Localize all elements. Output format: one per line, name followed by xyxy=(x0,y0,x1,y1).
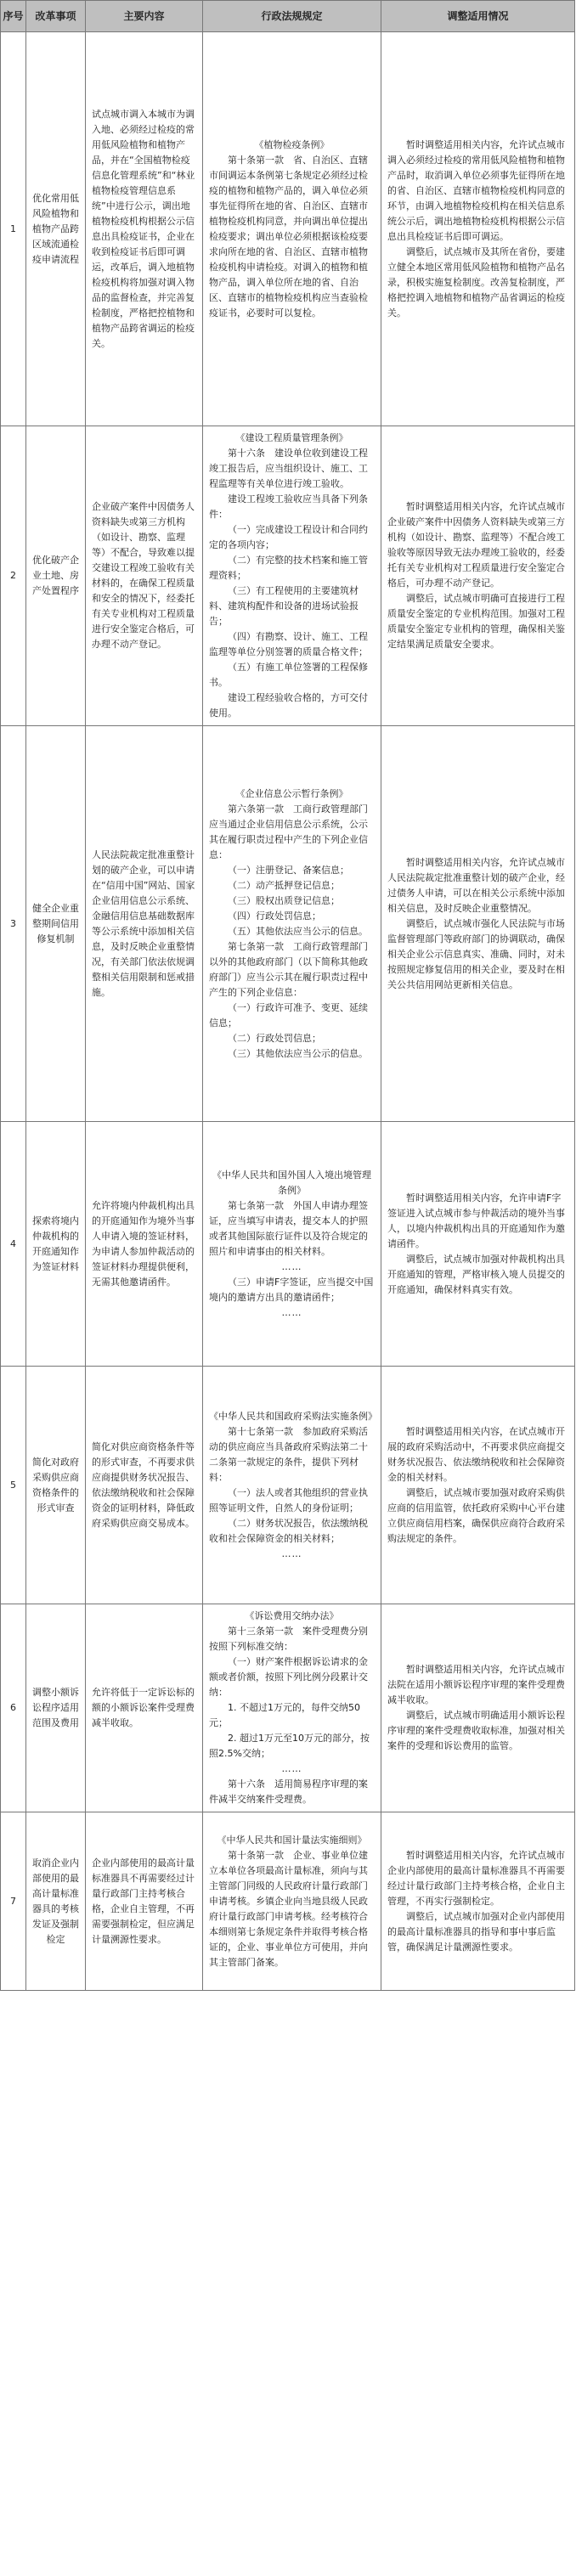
law-paragraph: （三）申请F字签证，应当提交中国境内的邀请方出具的邀请函件； xyxy=(209,1276,374,1303)
adjustment-paragraph: 暂时调整适用相关内容，允许试点城市企业破产案件中因债务人资料缺失或第三方机构（如设计、勘察、监理等）不配合竣工验收等原因导致无法办理竣工验收的，经委托有关专业机构对工程质量进行安全鉴定合格后，可办理不动产登记。 xyxy=(387,501,565,589)
reform-item: 优化破产企业土地、房产处置程序 xyxy=(26,426,86,726)
table-row xyxy=(1,426,575,726)
adjustment-paragraph: 暂时调整适用相关内容，允许试点城市法院在适用小额诉讼程序审理的案件受理费减半收取。 xyxy=(387,1664,565,1705)
adjustment-paragraph: 调整后，试点城市加强对企业内部使用的最高计量标准器具的指导和事中事后监管，确保满足计量溯源性要求。 xyxy=(387,1910,565,1953)
row-number: 5 xyxy=(1,1367,26,1604)
adjustment-status xyxy=(381,32,575,426)
reform-item: 优化常用低风险植物和植物产品跨区域流通检疫申请流程 xyxy=(26,32,86,426)
main-content: 允许将低于一定诉讼标的额的小额诉讼案件受理费减半收取。 xyxy=(86,1604,203,1812)
reform-item: 简化对政府采购供应商资格条件的形式审查 xyxy=(26,1367,86,1604)
adjustment-status xyxy=(381,426,575,726)
row-number: 3 xyxy=(1,726,26,1122)
law-paragraph: （一）完成建设工程设计和合同约定的各项内容； xyxy=(209,524,368,550)
law-title: 《中华人民共和国外国人入境出境管理条例》 xyxy=(212,1169,371,1196)
law-paragraph: 1. 不超过1万元的，每件交纳50元； xyxy=(209,1702,360,1728)
law-paragraph: 第十七条第一款 参加政府采购活动的供应商应当具备政府采购法第二十二条第一款规定的条件，提供下列材料： xyxy=(209,1425,368,1483)
table-row xyxy=(1,1367,575,1604)
adjustment-paragraph: 调整后，试点城市明确可直接进行工程质量安全鉴定的专业机构范围。加强对工程质量安全鉴定专业机构的管理，确保相关鉴定结果满足质量安全要求。 xyxy=(387,593,565,650)
law-provision xyxy=(203,726,381,1122)
row-number: 2 xyxy=(1,426,26,726)
law-provision xyxy=(203,1604,381,1812)
adjustment-paragraph: 暂时调整适用相关内容，在试点城市开展的政府采购活动中，不再要求供应商提交财务状况报告、依法缴纳税收和社会保障资金的相关材料。 xyxy=(387,1425,565,1483)
law-provision xyxy=(203,32,381,426)
law-paragraph: （一）法人或者其他组织的营业执照等证明文件，自然人的身份证明； xyxy=(209,1486,368,1513)
law-paragraph: （一）注册登记、备案信息； xyxy=(228,864,349,876)
law-paragraph: （五）其他依法应当公示的信息。 xyxy=(228,925,368,937)
law-provision xyxy=(203,426,381,726)
law-paragraph: （一）财产案件根据诉讼请求的金额或者价额，按照下列比例分段累计交纳： xyxy=(209,1656,368,1698)
law-paragraph: 建设工程经验收合格的，方可交付使用。 xyxy=(209,692,368,719)
law-title: 《中华人民共和国计量法实施细则》 xyxy=(217,1834,367,1846)
law-paragraph: （二）有完整的技术档案和施工管理资料； xyxy=(209,555,368,581)
law-paragraph: （一）行政许可准予、变更、延续信息； xyxy=(209,1001,368,1029)
law-paragraph: （四）有勘察、设计、施工、工程监理等单位分别签署的质量合格文件； xyxy=(209,631,368,657)
law-paragraph: …… xyxy=(281,1763,302,1774)
law-paragraph: （三）股权出质登记信息； xyxy=(228,894,340,906)
adjustment-status xyxy=(381,1604,575,1812)
table-row xyxy=(1,1604,575,1812)
reform-item: 探索将境内仲裁机构的开庭通知作为签证材料 xyxy=(26,1122,86,1367)
law-paragraph: …… xyxy=(281,1260,302,1272)
header-law: 行政法规规定 xyxy=(203,1,381,32)
law-paragraph: 第十条第一款 企业、事业单位建立本单位各项最高计量标准，须向与其主管部门同级的人民政府计量行政部门申请考核。乡镇企业向当地县级人民政府计量行政部门申请考核。经考核符合本细则第七条规定条件并取得考核合格证的，企业、事业单位方可使用，并向其主管部门备案。 xyxy=(209,1849,368,1968)
law-paragraph: 第十六条 适用简易程序审理的案件减半交纳案件受理费。 xyxy=(209,1778,368,1805)
adjustment-paragraph: 调整后，试点城市明确适用小额诉讼程序审理的案件受理费收取标准，加强对相关案件的受理和诉讼费用的监管。 xyxy=(387,1710,565,1751)
law-paragraph: （二）财务状况报告，依法缴纳税收和社会保障资金的相关材料； xyxy=(209,1517,368,1544)
row-number: 6 xyxy=(1,1604,26,1812)
table-row xyxy=(1,32,575,426)
law-paragraph: （二）行政处罚信息； xyxy=(228,1032,321,1044)
law-title: 《企业信息公示暂行条例》 xyxy=(235,787,348,799)
law-paragraph: （三）其他依法应当公示的信息。 xyxy=(228,1047,368,1059)
reform-item: 调整小额诉讼程序适用范围及费用 xyxy=(26,1604,86,1812)
header-no: 序号 xyxy=(1,1,26,32)
law-paragraph: 建设工程竣工验收应当具备下列条件： xyxy=(209,493,368,520)
row-number: 1 xyxy=(1,32,26,426)
law-paragraph: 第十三条第一款 案件受理费分别按照下列标准交纳： xyxy=(209,1626,368,1652)
law-paragraph: （五）有施工单位签署的工程保修书。 xyxy=(209,662,368,688)
adjustment-status xyxy=(381,726,575,1122)
law-provision xyxy=(203,1122,381,1367)
law-paragraph: …… xyxy=(281,1547,302,1559)
law-title: 《建设工程质量管理条例》 xyxy=(235,432,348,443)
law-paragraph: 第十条第一款 省、自治区、直辖市间调运本条例第七条规定必须经过检疫的植物和植物产品的，调入单位必须事先征得所在地的省、自治区、直辖市植物检疫机构同意，并向调出单位提出检疫要求；调出单位必须根据该检疫要求向所在地的省、自治区、直辖市植物检疫机构申请检疫。对调入的植物和植物产品，调入单位所在地的省、自治区、直辖市的植物检疫机构应当查验检疫证书，必要时可以复检。 xyxy=(209,154,368,318)
law-paragraph: （三）有工程使用的主要建筑材料、建筑构配件和设备的进场试验报告； xyxy=(209,585,359,627)
adjustment-paragraph: 调整后，试点城市要加强对政府采购供应商的信用监管，依托政府采购中心平台建立供应商信用档案，确保供应商符合政府采购法规定的条件。 xyxy=(387,1486,565,1544)
law-paragraph: 第七条第一款 工商行政管理部门以外的其他政府部门（以下简称其他政府部门）应当公示其在履行职责过程中产生的下列企业信息： xyxy=(209,940,368,998)
adjustment-paragraph: 调整后，试点城市强化人民法院与市场监督管理部门等政府部门的协调联动，确保相关企业公示信息真实、准确、同时，对未按照规定修复信用的相关企业，要及时在相关公共信用网站更新相关信息。 xyxy=(387,917,565,990)
law-title: 《植物检疫条例》 xyxy=(254,138,330,150)
main-content: 企业内部使用的最高计量标准器具不再需要经过计量行政部门主持考核合格，企业自主管理，不再需要强制检定，但应满足计量溯源性要求。 xyxy=(86,1812,203,1991)
header-row xyxy=(1,1,575,32)
law-provision xyxy=(203,1367,381,1604)
row-number: 7 xyxy=(1,1812,26,1991)
law-paragraph: （四）行政处罚信息； xyxy=(228,910,321,922)
table-row xyxy=(1,1812,575,1991)
table-row xyxy=(1,726,575,1122)
law-paragraph: 第十六条 建设单位收到建设工程竣工报告后，应当组织设计、施工、工程监理等有关单位进行竣工验收。 xyxy=(209,448,368,489)
law-paragraph: …… xyxy=(281,1306,302,1318)
main-content: 允许将境内仲裁机构出具的开庭通知作为境外当事人申请入境的签证材料，为申请人参加仲裁活动的签证材料办理提供便利，无需其他邀请函件。 xyxy=(86,1122,203,1367)
adjustment-paragraph: 调整后，试点城市及其所在省份，要建立健全本地区常用低风险植物和植物产品名录，积极实施复检制度。改善复检制度，严格把控调入地植物和植物产品省调运的检疫关。 xyxy=(387,245,565,318)
reform-item: 健全企业重整期间信用修复机制 xyxy=(26,726,86,1122)
header-content: 主要内容 xyxy=(86,1,203,32)
adjustment-paragraph: 暂时调整适用相关内容，允许试点城市调入必须经过检疫的常用低风险植物和植物产品时，取消调入单位必须事先征得所在地的省、自治区、直辖市植物检疫机构同意的环节，由调入地植物检疫机构在相关信息系统公示后，调出地植物检疫机构根据公示信息出具检疫证书后即可调运。 xyxy=(387,138,565,242)
main-content: 试点城市调入本城市为调入地、必须经过检疫的常用低风险植物和植物产品，并在“全国植物检疫信息化管理系统”和“林业植物检疫管理信息系统”中进行公示，调出地植物检疫机构根据公示信息出具检疫证书，企业在收到检疫证书后即可调运，改革后，调入地植物检疫机构将加强对调入物品的监督检查，并完善复检制度，严格把控植物和植物产品跨省调运的检疫关。 xyxy=(86,32,203,426)
law-paragraph: （二）动产抵押登记信息； xyxy=(228,879,340,891)
row-number: 4 xyxy=(1,1122,26,1367)
main-content: 人民法院裁定批准重整计划的破产企业，可以申请在“信用中国”网站、国家企业信用信息公示系统、金融信用信息基础数据库等公示系统中添加相关信息，及时反映企业重整情况，有关部门依法依规调整相关信用限制和惩戒措施。 xyxy=(86,726,203,1122)
adjustment-paragraph: 调整后，试点城市加强对仲裁机构出具开庭通知的管理，严格审核入境人员提交的开庭通知，确保材料真实有效。 xyxy=(387,1253,565,1295)
main-content: 企业破产案件中因债务人资料缺失或第三方机构（如设计、勘察、监理等）不配合，导致难以提交建设工程竣工验收有关材料的，在确保工程质量和安全的情况下，经委托有关专业机构对工程质量进行安全鉴定合格后，可办理不动产登记。 xyxy=(86,426,203,726)
adjustment-paragraph: 暂时调整适用相关内容，允许试点城市人民法院裁定批准重整计划的破产企业，经过债务人申请，可以在相关公示系统中添加相关信息，及时反映企业重整情况。 xyxy=(387,856,565,914)
law-paragraph: 第七条第一款 外国人申请办理签证，应当填写申请表，提交本人的护照或者其他国际旅行证件以及符合规定的照片和申请事由的相关材料。 xyxy=(209,1199,368,1257)
adjustment-status xyxy=(381,1367,575,1604)
law-paragraph: 第六条第一款 工商行政管理部门应当通过企业信用信息公示系统，公示其在履行职责过程中产生的下列企业信息： xyxy=(209,803,368,860)
adjustment-paragraph: 暂时调整适用相关内容，允许申请F字签证进入试点城市参与仲裁活动的境外当事人，以境内仲裁机构出具的开庭通知作为邀请函件。 xyxy=(387,1192,565,1249)
law-provision xyxy=(203,1812,381,1991)
header-adjust: 调整适用情况 xyxy=(381,1,575,32)
adjustment-status xyxy=(381,1812,575,1991)
reform-item: 取消企业内部使用的最高计量标准器具的考核发证及强制检定 xyxy=(26,1812,86,1991)
main-content: 简化对供应商资格条件等的形式审查，不再要求供应商提供财务状况报告、依法缴纳税收和社会保障资金的证明材料，降低政府采购供应商交易成本。 xyxy=(86,1367,203,1604)
adjustment-paragraph: 暂时调整适用相关内容，允许试点城市企业内部使用的最高计量标准器具不再需要经过计量行政部门主持考核合格，企业自主管理，不再实行强制检定。 xyxy=(387,1849,565,1907)
law-paragraph: 2. 超过1万元至10万元的部分，按照2.5%交纳； xyxy=(209,1733,370,1759)
table-row xyxy=(1,1122,575,1367)
law-title: 《诉讼费用交纳办法》 xyxy=(245,1610,339,1621)
adjustment-status xyxy=(381,1122,575,1367)
law-title: 《中华人民共和国政府采购法实施条例》 xyxy=(209,1410,377,1422)
header-item: 改革事项 xyxy=(26,1,86,32)
